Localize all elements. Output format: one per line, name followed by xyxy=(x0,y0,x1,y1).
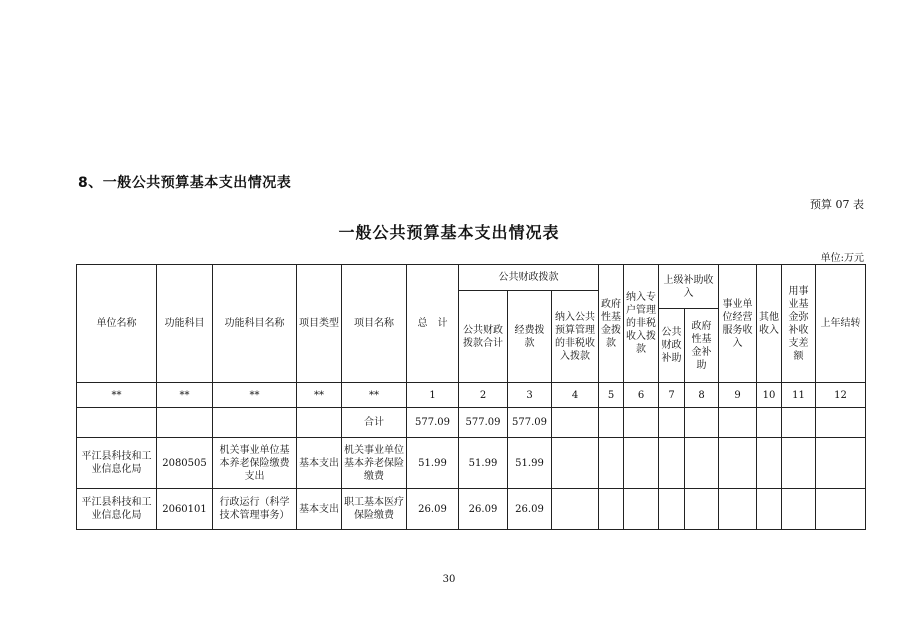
header-public-finance: 公共财政拨款 xyxy=(459,265,599,291)
header-unit-name: 单位名称 xyxy=(77,265,157,383)
total-pf-expense: 577.09 xyxy=(508,408,552,438)
row-code: 2080505 xyxy=(157,438,213,489)
row-unit: 平江县科技和工业信息化局 xyxy=(77,489,157,530)
header-pf-expense: 经费拨款 xyxy=(508,291,552,383)
row-total: 26.09 xyxy=(407,489,459,530)
index-number: 12 xyxy=(816,383,866,408)
row-type: 基本支出 xyxy=(297,438,342,489)
index-star: ** xyxy=(77,383,157,408)
total-total: 577.09 xyxy=(407,408,459,438)
form-number: 预算 07 表 xyxy=(810,198,864,211)
header-business-income: 事业单位经营服务收入 xyxy=(719,265,757,383)
header-sup-gov-fund: 政府性基金补助 xyxy=(685,309,719,383)
header-carryover: 上年结转 xyxy=(816,265,866,383)
total-row xyxy=(77,408,866,438)
index-star: ** xyxy=(342,383,407,408)
header-gov-fund: 政府性基金拨款 xyxy=(599,265,624,383)
index-star: ** xyxy=(213,383,297,408)
index-number: 1 xyxy=(407,383,459,408)
index-number: 4 xyxy=(552,383,599,408)
index-number: 3 xyxy=(508,383,552,408)
index-number: 11 xyxy=(782,383,816,408)
index-number: 9 xyxy=(719,383,757,408)
header-reserve-fund: 用事业基金弥补收支差额 xyxy=(782,265,816,383)
row-project: 机关事业单位基本养老保险缴费 xyxy=(342,438,407,489)
header-row-1 xyxy=(77,265,866,291)
header-total: 总 计 xyxy=(407,265,459,383)
header-pf-subtotal: 公共财政拨款合计 xyxy=(459,291,508,383)
section-title: 8、一般公共预算基本支出情况表 xyxy=(78,175,292,191)
expenditure-table xyxy=(76,264,866,530)
total-label: 合计 xyxy=(342,408,407,438)
header-special-nontax: 纳入专户管理的非税收入拨款 xyxy=(624,265,659,383)
index-star: ** xyxy=(297,383,342,408)
row-func-name: 机关事业单位基本养老保险缴费支出 xyxy=(213,438,297,489)
unit-label: 单位:万元 xyxy=(820,253,864,264)
row-func-name: 行政运行（科学技术管理事务） xyxy=(213,489,297,530)
header-other-income: 其他收入 xyxy=(757,265,782,383)
header-func-code: 功能科目 xyxy=(157,265,213,383)
table-row xyxy=(77,438,866,489)
row-project: 职工基本医疗保险缴费 xyxy=(342,489,407,530)
row-pf-expense: 26.09 xyxy=(508,489,552,530)
index-number: 8 xyxy=(685,383,719,408)
index-row xyxy=(77,383,866,408)
table-row xyxy=(77,489,866,530)
index-number: 5 xyxy=(599,383,624,408)
header-superior: 上级补助收入 xyxy=(659,265,719,309)
index-number: 7 xyxy=(659,383,685,408)
row-pf-subtotal: 26.09 xyxy=(459,489,508,530)
index-number: 6 xyxy=(624,383,659,408)
row-total: 51.99 xyxy=(407,438,459,489)
row-unit: 平江县科技和工业信息化局 xyxy=(77,438,157,489)
header-func-name: 功能科目名称 xyxy=(213,265,297,383)
header-pf-nontax: 纳入公共预算管理的非税收入拨款 xyxy=(552,291,599,383)
header-project-type: 项目类型 xyxy=(297,265,342,383)
table-title: 一般公共预算基本支出情况表 xyxy=(338,223,560,242)
row-pf-expense: 51.99 xyxy=(508,438,552,489)
index-number: 2 xyxy=(459,383,508,408)
row-code: 2060101 xyxy=(157,489,213,530)
index-number: 10 xyxy=(757,383,782,408)
index-star: ** xyxy=(157,383,213,408)
header-project-name: 项目名称 xyxy=(342,265,407,383)
row-type: 基本支出 xyxy=(297,489,342,530)
row-pf-subtotal: 51.99 xyxy=(459,438,508,489)
page-number: 30 xyxy=(442,574,456,585)
total-pf-subtotal: 577.09 xyxy=(459,408,508,438)
header-sup-public: 公共财政补助 xyxy=(659,309,685,383)
